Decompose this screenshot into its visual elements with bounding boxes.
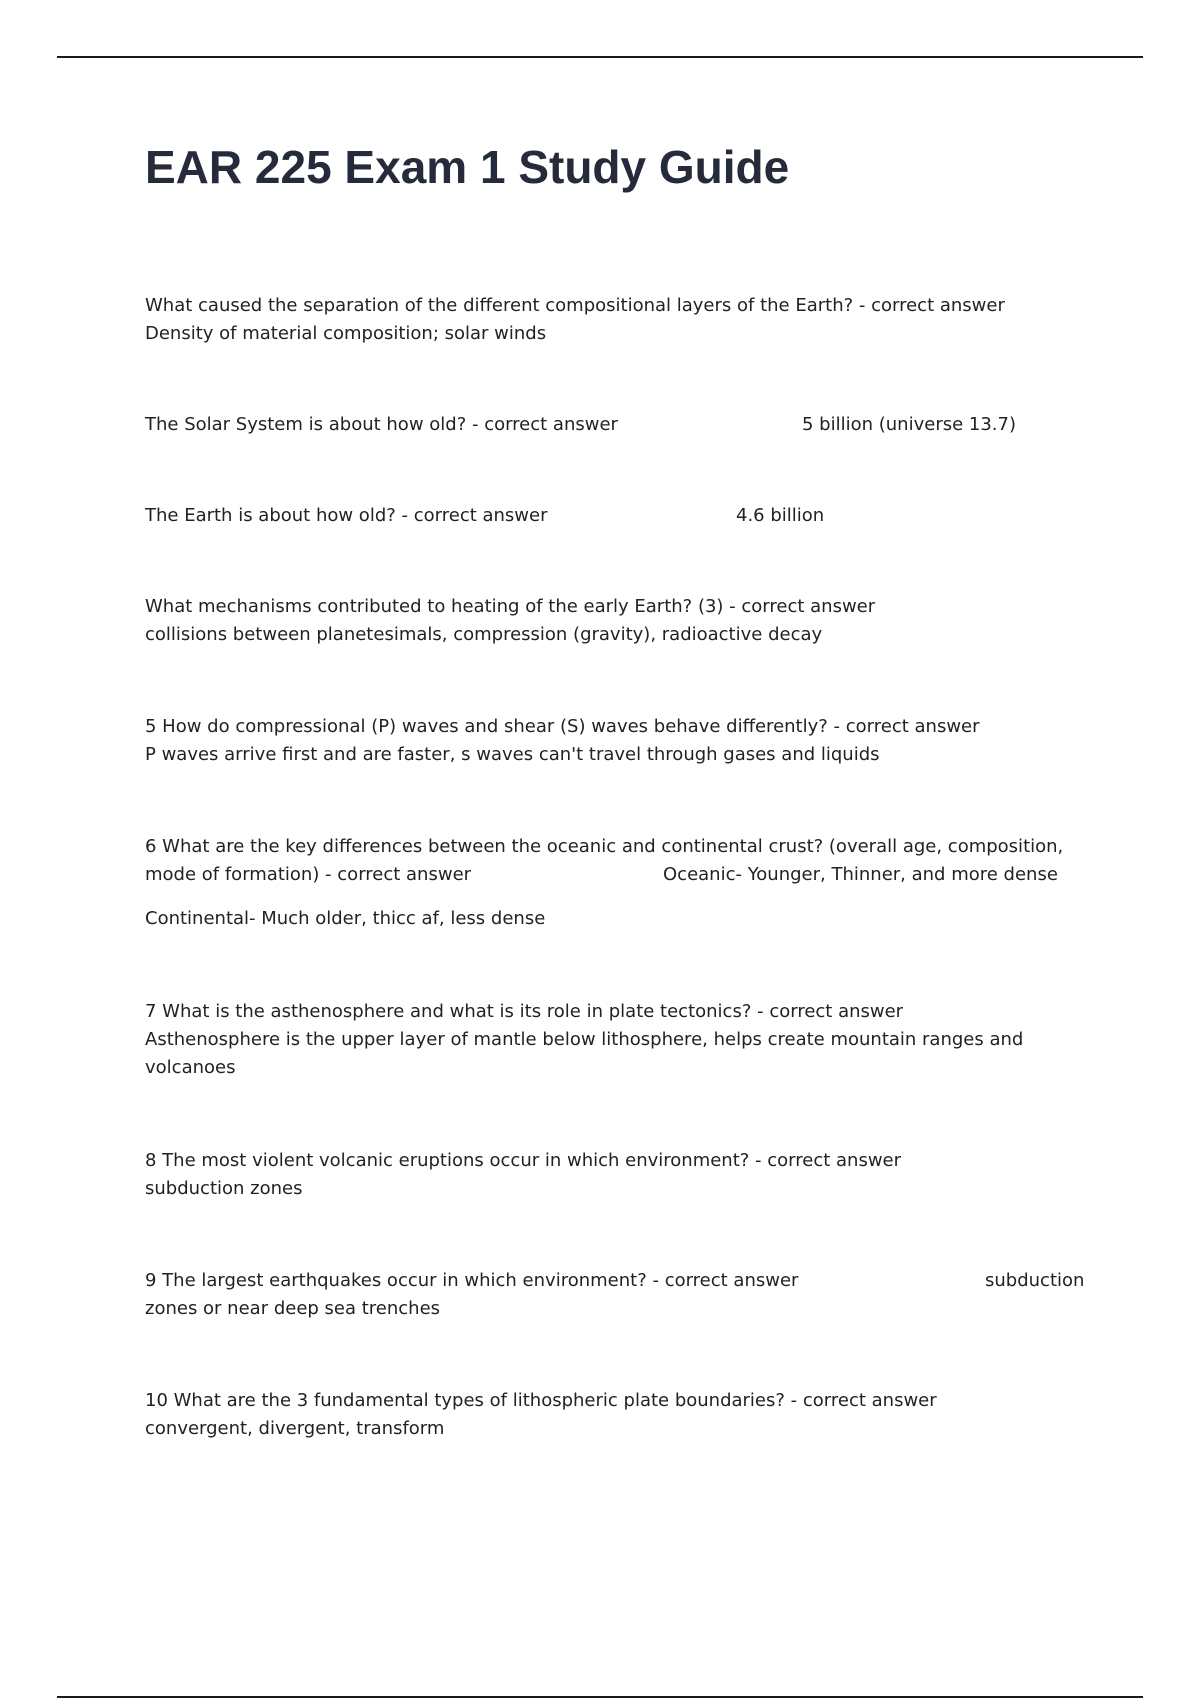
- qa-item-4: [145, 593, 1095, 649]
- answer-text: 4.6 billion: [736, 505, 825, 526]
- qa-item-6: [145, 833, 1095, 933]
- qa-item-7: [145, 998, 1095, 1082]
- document-title: EAR 225 Exam 1 Study Guide: [145, 141, 790, 193]
- bottom-rule: [57, 1696, 1143, 1698]
- answer-text: collisions between planetesimals, compression (gravity), radioactive decay: [145, 624, 823, 645]
- qa-item-2: [145, 411, 1095, 439]
- answer-text-line2: volcanoes: [145, 1057, 236, 1078]
- question-text: 7 What is the asthenosphere and what is its role in plate tectonics? - correct answer: [145, 1001, 904, 1022]
- answer-text: subduction zones: [145, 1178, 303, 1199]
- question-text: 9 The largest earthquakes occur in which environment? - correct answer: [145, 1270, 799, 1291]
- question-text-line2: mode of formation) - correct answer: [145, 864, 472, 885]
- answer-text: 5 billion (universe 13.7): [802, 414, 1016, 435]
- question-text: What mechanisms contributed to heating of the early Earth? (3) - correct answer: [145, 596, 876, 617]
- question-text: 5 How do compressional (P) waves and shear (S) waves behave differently? - correct answer: [145, 716, 980, 737]
- answer-text: P waves arrive first and are faster, s waves can't travel through gases and liquids: [145, 744, 880, 765]
- answer-text: convergent, divergent, transform: [145, 1418, 445, 1439]
- answer-text-line2: Continental- Much older, thicc af, less dense: [145, 908, 546, 929]
- qa-item-1: [145, 292, 1095, 348]
- qa-item-3: [145, 502, 1095, 530]
- top-rule: [57, 56, 1143, 58]
- answer-text-line1: Oceanic- Younger, Thinner, and more dense: [663, 864, 1058, 885]
- qa-item-9: [145, 1267, 1095, 1323]
- qa-item-8: [145, 1147, 1095, 1203]
- answer-text: Density of material composition; solar winds: [145, 323, 547, 344]
- qa-item-10: [145, 1387, 1095, 1443]
- answer-text-line1: Asthenosphere is the upper layer of mantle below lithosphere, helps create mountain ranges and: [145, 1029, 1024, 1050]
- qa-item-5: [145, 713, 1095, 769]
- question-text: 10 What are the 3 fundamental types of lithospheric plate boundaries? - correct answer: [145, 1390, 937, 1411]
- question-text: The Solar System is about how old? - correct answer: [145, 414, 618, 435]
- answer-text-line2: zones or near deep sea trenches: [145, 1298, 441, 1319]
- question-text: What caused the separation of the different compositional layers of the Earth? - correct answer: [145, 295, 1005, 316]
- question-text: The Earth is about how old? - correct answer: [145, 505, 548, 526]
- question-text-line1: 6 What are the key differences between the oceanic and continental crust? (overall age, composition,: [145, 836, 1064, 857]
- answer-text-line1: subduction: [985, 1270, 1085, 1291]
- question-text: 8 The most violent volcanic eruptions occur in which environment? - correct answer: [145, 1150, 902, 1171]
